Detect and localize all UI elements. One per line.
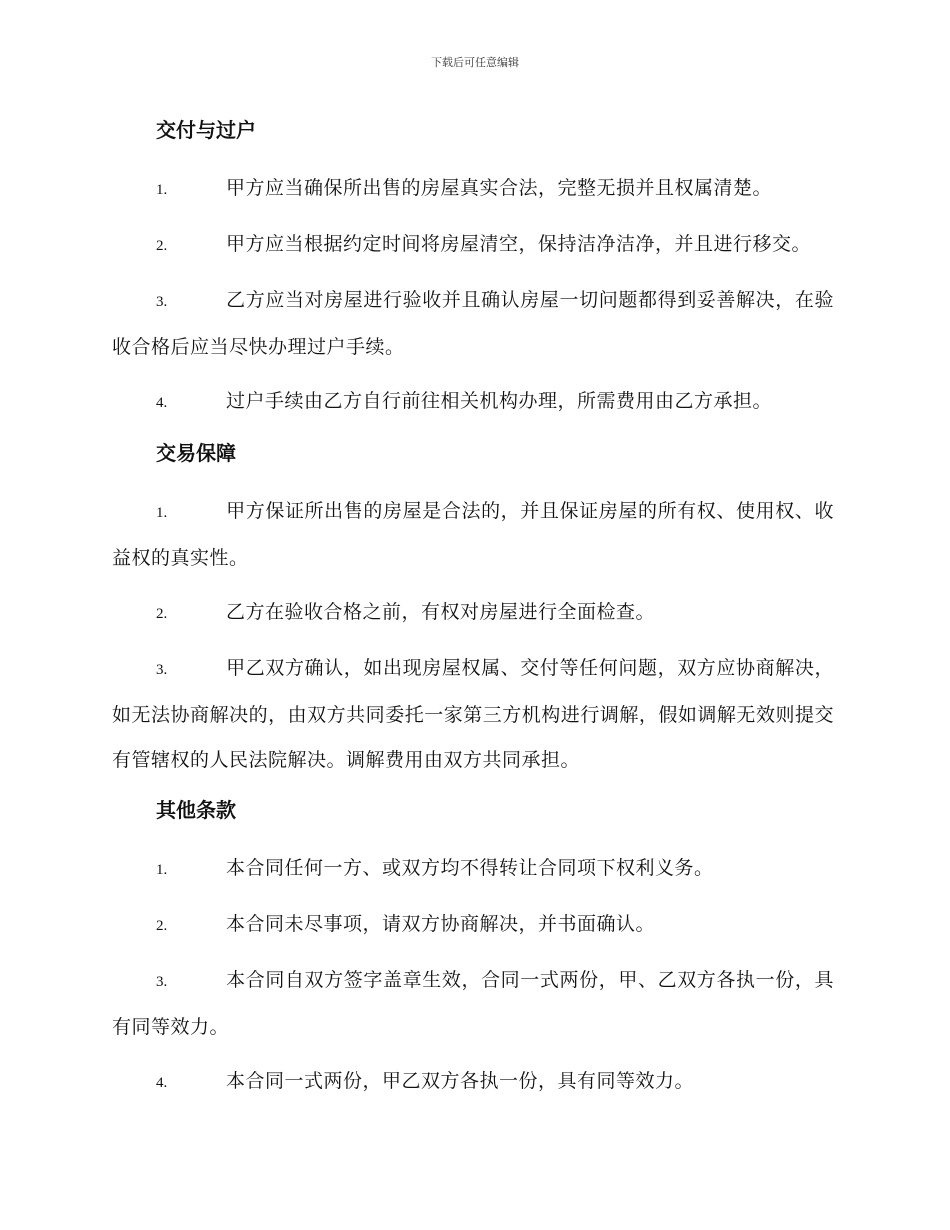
clause-item xyxy=(112,489,834,581)
clause-item xyxy=(112,1059,834,1106)
clause-text: 甲乙双方确认，如出现房屋权属、交付等任何问题，双方应协商解决，如无法协商解决的，由双方共同委托一家第三方机构进行调解，假如调解无效则提交有管辖权的人民法院解决。调解费用由双方共同承担。 xyxy=(112,657,834,771)
header-note: 下载后可任意编辑 xyxy=(431,56,519,69)
clause-item xyxy=(112,166,834,213)
clause-item xyxy=(112,278,834,370)
clause-item xyxy=(112,646,834,783)
clause-text: 甲方保证所出售的房屋是合法的，并且保证房屋的所有权、使用权、收益权的真实性。 xyxy=(112,500,834,569)
section-title: 其他条款 xyxy=(156,798,236,822)
document-body xyxy=(112,112,834,1115)
clause-number: 3. xyxy=(156,294,168,310)
section-other-terms xyxy=(112,792,834,1106)
clause-text: 甲方应当根据约定时间将房屋清空，保持洁净洁净，并且进行移交。 xyxy=(226,233,812,255)
clause-text: 本合同未尽事项，请双方协商解决，并书面确认。 xyxy=(226,913,656,935)
clause-text: 乙方在验收合格之前，有权对房屋进行全面检查。 xyxy=(226,601,656,623)
clause-text: 本合同自双方签字盖章生效，合同一式两份，甲、乙双方各执一份，具有同等效力。 xyxy=(112,969,834,1038)
clause-item xyxy=(112,379,834,426)
clause-number: 1. xyxy=(156,182,168,198)
section-transaction-guarantee xyxy=(112,435,834,783)
clause-number: 2. xyxy=(156,606,168,622)
clause-number: 2. xyxy=(156,238,168,254)
clause-item xyxy=(112,902,834,949)
clause-number: 2. xyxy=(156,918,168,934)
clause-number: 3. xyxy=(156,974,168,990)
clause-text: 乙方应当对房屋进行验收并且确认房屋一切问题都得到妥善解决，在验收合格后应当尽快办理过户手续。 xyxy=(112,289,834,358)
clause-item xyxy=(112,958,834,1050)
clause-number: 4. xyxy=(156,395,168,411)
section-title: 交易保障 xyxy=(156,441,236,465)
clause-text: 过户手续由乙方自行前往相关机构办理，所需费用由乙方承担。 xyxy=(226,390,773,412)
clause-number: 4. xyxy=(156,1075,168,1091)
section-title: 交付与过户 xyxy=(156,118,256,142)
section-delivery-transfer xyxy=(112,112,834,426)
clause-number: 1. xyxy=(156,862,168,878)
clause-item xyxy=(112,222,834,269)
clause-text: 本合同一式两份，甲乙双方各执一份，具有同等效力。 xyxy=(226,1070,695,1092)
clause-text: 本合同任何一方、或双方均不得转让合同项下权利义务。 xyxy=(226,857,714,879)
clause-text: 甲方应当确保所出售的房屋真实合法，完整无损并且权属清楚。 xyxy=(226,177,773,199)
clause-number: 3. xyxy=(156,662,168,678)
clause-item xyxy=(112,846,834,893)
clause-item xyxy=(112,590,834,637)
clause-number: 1. xyxy=(156,505,168,521)
